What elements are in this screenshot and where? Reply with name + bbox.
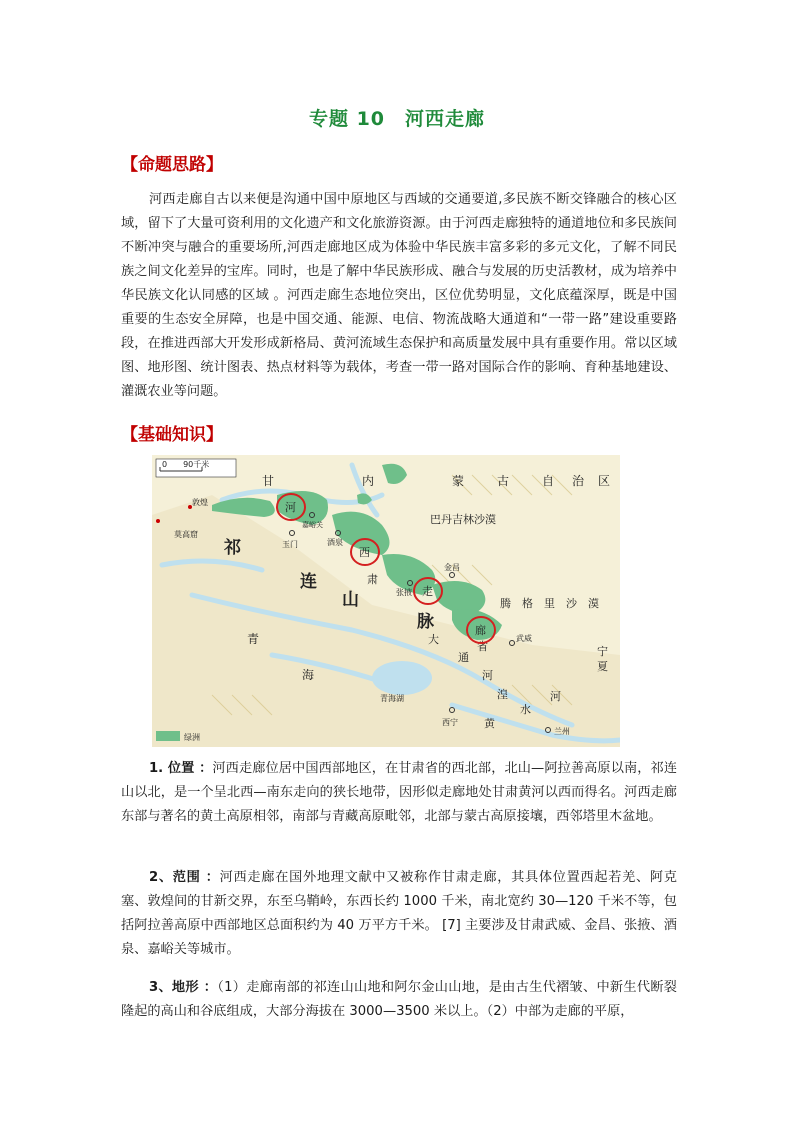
region-label: 古: [497, 474, 510, 488]
river-label: 通: [458, 651, 469, 664]
desert-label: 腾 格 里 沙 漠: [500, 597, 599, 610]
region-label: 内: [362, 474, 375, 488]
section-heading-basics: 【基础知识】: [121, 425, 223, 445]
region-label: 蒙: [452, 474, 465, 488]
city-label: 兰州: [554, 727, 570, 736]
mountain-label: 连: [300, 572, 317, 592]
item-text: 河西走廊在国外地理文献中又被称作甘肃走廊，其具体位置西起若羌、阿克塞、敦煌间的甘新交界，东至乌鞘岭，东西长约 1000 千米，南北宽约 30—120 千米不等，包括阿拉善高原中西部地区总面积约为 40 万平方千米。 [7] 主要涉及甘肃武威、金昌、张掖、酒泉、嘉峪关等城市。: [121, 870, 677, 957]
basics-paragraph-2: [121, 866, 677, 962]
circled-label: 廊: [475, 624, 486, 637]
proposition-text: 河西走廊自古以来便是沟通中国中原地区与西域的交通要道,多民族不断交锋融合的核心区域，留下了大量可资利用的文化遗产和文化旅游资源。由于河西走廊独特的通道地位和多民族间不断冲突与融合的重要场所,河西走廊地区成为体验中华民族丰富多彩的多元文化，了解不同民族之间文化差异的宝库。同时，也是了解中华民族形成、融合与发展的历史活教材，成为培养中华民族文化认同感的区域 。河西走廊生态地位突出，区位优势明显，文化底蕴深厚，既是中国重要的生态安全屏障，也是中国交通、能源、电信、物流战略大通道和“一带一路”建设重要路段，在推进西部大开发形成新格局、黄河流域生态保护和高质量发展中具有重要作用。常以区域图、地形图、统计图表、热点材料等为载体，考查一带一路对国际合作的影响、育种基地建设、灌溉农业等问题。: [121, 192, 677, 399]
item-heading: 2、范围 ：: [149, 870, 220, 885]
region-label: 宁: [597, 645, 608, 658]
region-label: 甘: [262, 474, 275, 488]
river-label: 河: [550, 690, 561, 703]
river-label: 河: [482, 669, 493, 682]
city-label: 酒泉: [327, 538, 343, 547]
region-label: 夏: [597, 660, 608, 673]
province-label: 海: [302, 668, 315, 682]
circled-label: 走: [422, 585, 433, 598]
city-label: 莫高窟: [174, 530, 198, 539]
river-label: 大: [428, 633, 439, 646]
legend-label: 绿洲: [184, 733, 200, 742]
region-label: 治: [572, 474, 585, 488]
city-label: 金昌: [444, 563, 460, 572]
item-text: （1）走廊南部的祁连山山地和阿尔金山山地，是由古生代褶皱、中新生代断裂隆起的高山和谷底组成，大部分海拔在 3000—3500 米以上。（2）中部为走廊的平原，: [121, 980, 677, 1019]
city-label: 武威: [516, 634, 532, 643]
circled-label: 河: [285, 501, 296, 514]
item-heading: 1. 位置 ：: [149, 761, 213, 776]
section-heading-proposition: 【命题思路】: [121, 155, 223, 175]
legend-swatch: [156, 731, 180, 741]
region-label: 区: [598, 474, 611, 488]
qinghai-lake: [372, 661, 432, 695]
lake-label: 青海湖: [380, 694, 404, 703]
province-label: 肃: [367, 573, 378, 586]
hexi-corridor-map: [152, 455, 620, 747]
city-label: 张掖: [396, 588, 412, 597]
city-label: 玉门: [282, 540, 298, 549]
proposition-paragraph: [121, 188, 677, 404]
desert-label: 巴丹吉林沙漠: [430, 513, 496, 526]
circled-label: 西: [359, 546, 370, 559]
basics-paragraph-1: [121, 757, 677, 829]
city-label: 西宁: [442, 718, 458, 727]
province-label: 省: [477, 640, 488, 653]
basics-paragraph-3: [121, 976, 677, 1024]
city-label: 嘉峪关: [302, 521, 323, 529]
mountain-label: 祁: [224, 538, 241, 558]
item-text: 河西走廊位居中国西部地区，在甘肃省的西北部，北山—阿拉善高原以南，祁连山以北，是一个呈北西—南东走向的狭长地带，因形似走廊地处甘肃黄河以西而得名。河西走廊东部与著名的黄土高原相邻，南部与青藏高原毗邻，北部与蒙古高原接壤，西邻塔里木盆地。: [121, 761, 678, 824]
mountain-label: 山: [342, 590, 359, 610]
page-title: 专题 10 河西走廊: [308, 108, 486, 130]
region-label: 自: [542, 474, 555, 488]
river-label: 水: [520, 703, 531, 716]
river-label: 湟: [497, 688, 508, 701]
river-label: 黄: [484, 717, 495, 730]
mountain-label: 脉: [417, 612, 434, 632]
city-label: 敦煌: [192, 498, 208, 507]
item-heading: 3、地形 ：: [149, 980, 218, 995]
scale-label: 0 90千米: [162, 460, 210, 469]
province-label: 青: [247, 632, 260, 646]
